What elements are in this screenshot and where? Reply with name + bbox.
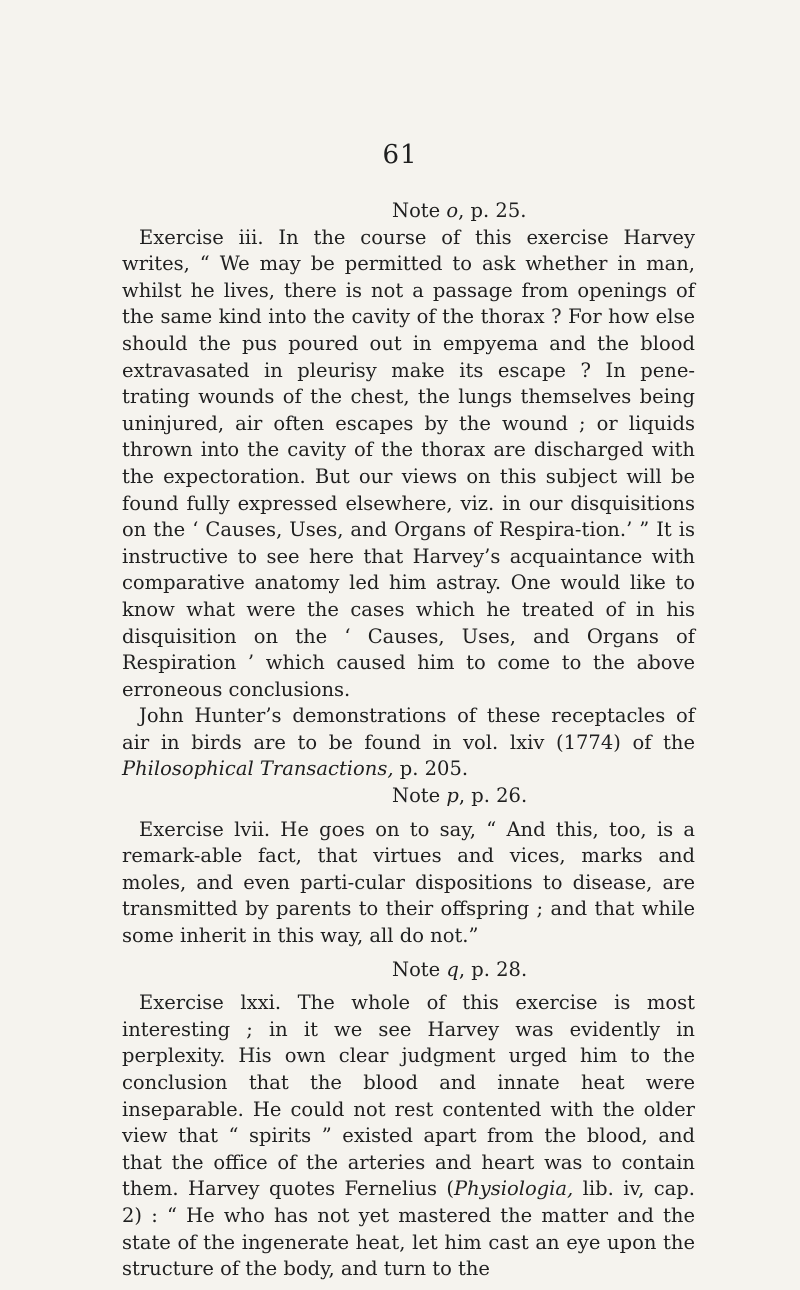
paragraph-text: lib. iv, cap. 2) : “ He who has not yet mastered the matter and the state of the ingenerate heat, let him cast an eye upon the structure of the body, and turn to the [122,1177,695,1281]
paragraph-italic-title: Physiologia, [454,1177,574,1201]
note-o-paragraph-1 [122,225,695,704]
page-body [122,198,695,1283]
note-heading-suffix: , p. 25. [458,199,527,222]
note-p-paragraph-1 [122,817,695,950]
note-heading-letter: q [446,957,459,981]
spacer [122,810,695,817]
note-heading-p [122,783,695,810]
note-heading-suffix: , p. 28. [458,957,528,981]
paragraph-text: Exercise lvii. He goes on to say, “ And this, too, is a remark-able fact, that virtues and vices, marks and moles, and even parti-cular dispositions to disease, are transmitted by parents to their offspring ; and that while some inherit in this way, all do not.” [122,817,695,948]
spacer [122,983,695,990]
note-heading-o [122,198,695,225]
note-heading-letter: o [446,199,459,222]
note-heading-suffix: , p. 26. [458,784,528,808]
note-q-paragraph-1 [122,990,695,1283]
note-heading-prefix: Note [392,784,447,808]
paragraph-text: Exercise iii. In the course of this exercise Harvey writes, “ We may be permitted to ask whether in man, whilst he lives, there is not a passage from openings of the same kind into the cavity of the thorax ? For how else should the pus poured out in empyema and the blood extravasated in pleurisy make its escape ? In pene-trating wounds of the chest, the lungs themselves being uninjured, air often escapes by the wound ; or liquids thrown into the cavity of the thorax are discharged with the expectoration. But our views on this subject will be found fully expressed elsewhere, viz. in our disquisitions on the ‘ Causes, Uses, and Organs of Respira-tion.’ ” It is instructive to see here that Harvey’s acquaintance with comparative anatomy led him astray. One would like to know what were the cases which he treated of in his disquisition on the ‘ Causes, Uses, and Organs of Respiration ’ which caused him to come to the above erroneous conclusions. [122,225,695,701]
paragraph-text: Exercise lxxi. The whole of this exercise is most interesting ; in it we see Harvey was evidently in perplexity. His own clear judgment urged him to the conclusion that the blood and innate heat were inseparable. He could not rest contented with the older view that “ spirits ” existed apart from the blood, and that the office of the arteries and heart was to contain them. Harvey quotes Fernelius ( [122,991,695,1201]
note-o-paragraph-2 [122,703,695,783]
note-heading-prefix: Note [392,957,447,981]
note-heading-letter: p [446,784,459,808]
note-heading-prefix: Note [392,199,447,222]
page-number: 61 [382,140,418,170]
note-heading-q [122,957,695,984]
paragraph-text: p. 205. [393,757,469,781]
paragraph-italic-title: Philosophical Transactions, [122,757,394,781]
paragraph-text: John Hunter’s demonstrations of these receptacles of air in birds are to be found in vol. lxiv (1774) of the [122,704,695,754]
spacer [122,950,695,957]
